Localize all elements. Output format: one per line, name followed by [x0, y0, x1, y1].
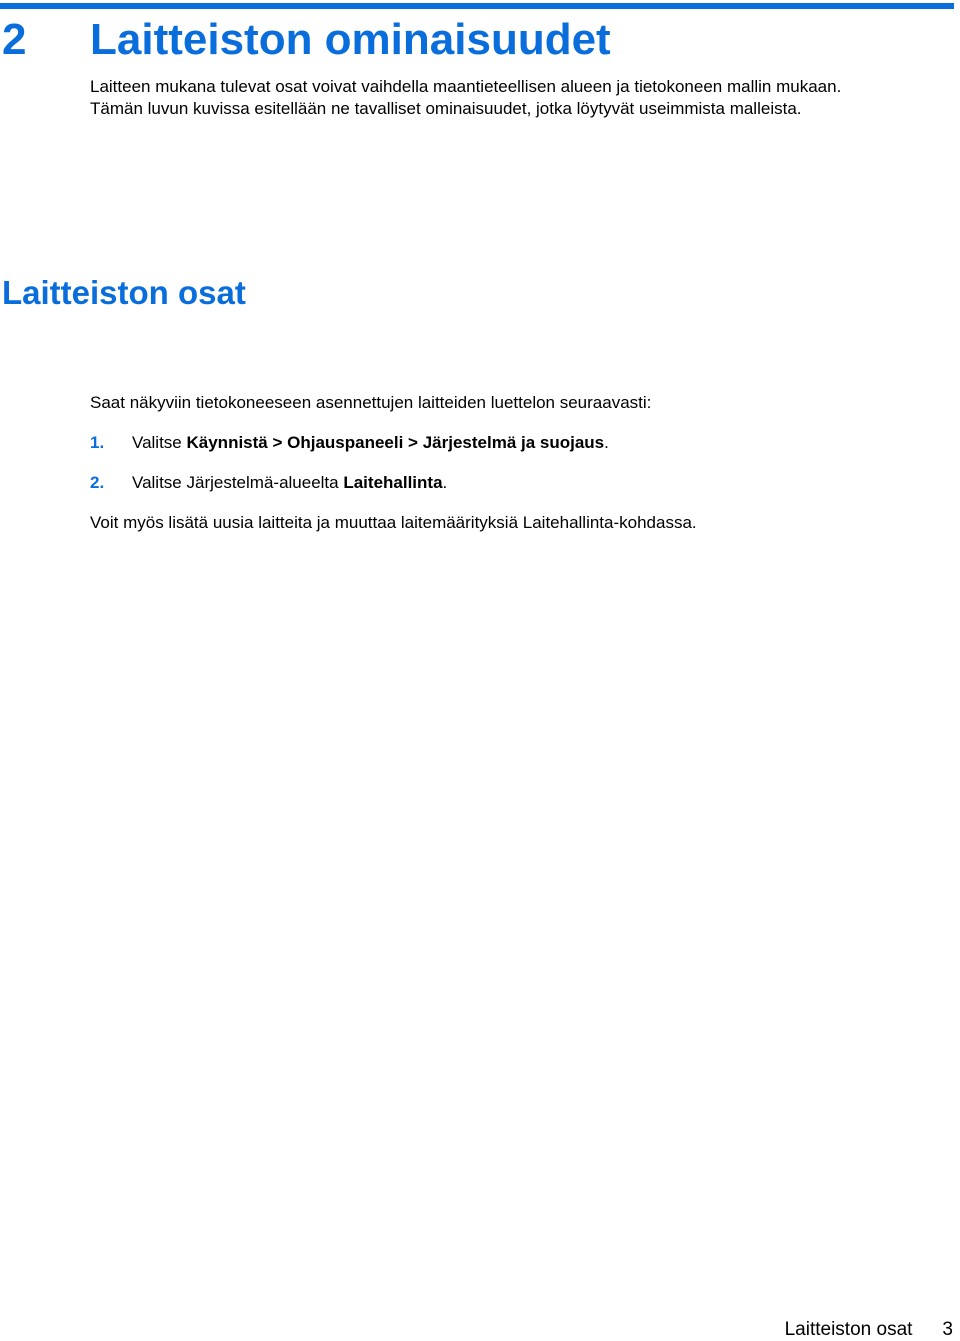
- top-rule: [0, 3, 954, 9]
- step-1-sep-1: >: [267, 433, 288, 452]
- closing-paragraph: Voit myös lisätä uusia laitteita ja muuttaa laitemäärityksiä Laitehallinta-kohdassa.: [90, 513, 697, 532]
- footer-page-number: 3: [942, 1319, 953, 1340]
- step-2-suffix: .: [442, 473, 448, 492]
- section-heading: Laitteiston osat: [2, 274, 246, 311]
- step-1-number: 1.: [90, 433, 105, 452]
- chapter-number: 2: [2, 15, 27, 64]
- step-1-prefix: Valitse: [132, 433, 187, 452]
- step-2-bold: Laitehallinta: [343, 473, 443, 492]
- step-1: [90, 432, 609, 454]
- intro-line-2: Tämän luvun kuvissa esitellään ne tavalliset ominaisuudet, jotka löytyvät useimmista malleista.: [90, 99, 802, 118]
- step-2: [90, 472, 447, 494]
- step-1-path-start: Käynnistä: [186, 433, 268, 452]
- intro-line-1: Laitteen mukana tulevat osat voivat vaihdella maantieteellisen alueen ja tietokoneen mallin mukaan.: [90, 77, 842, 96]
- step-1-suffix: .: [604, 433, 609, 452]
- step-1-sep-2: >: [403, 433, 423, 452]
- footer-section-name: Laitteiston osat: [784, 1319, 913, 1340]
- step-1-path-end: Järjestelmä ja suojaus: [422, 433, 605, 452]
- step-2-number: 2.: [90, 473, 105, 492]
- step-1-path-mid: Ohjauspaneeli: [287, 433, 404, 452]
- step-2-prefix: Valitse Järjestelmä-alueelta: [132, 473, 344, 492]
- chapter-title: Laitteiston ominaisuudet: [90, 15, 611, 64]
- chapter-heading: [2, 14, 611, 66]
- page-footer: [785, 1319, 953, 1341]
- list-intro: Saat näkyviin tietokoneeseen asennettujen laitteiden luettelon seuraavasti:: [90, 393, 652, 412]
